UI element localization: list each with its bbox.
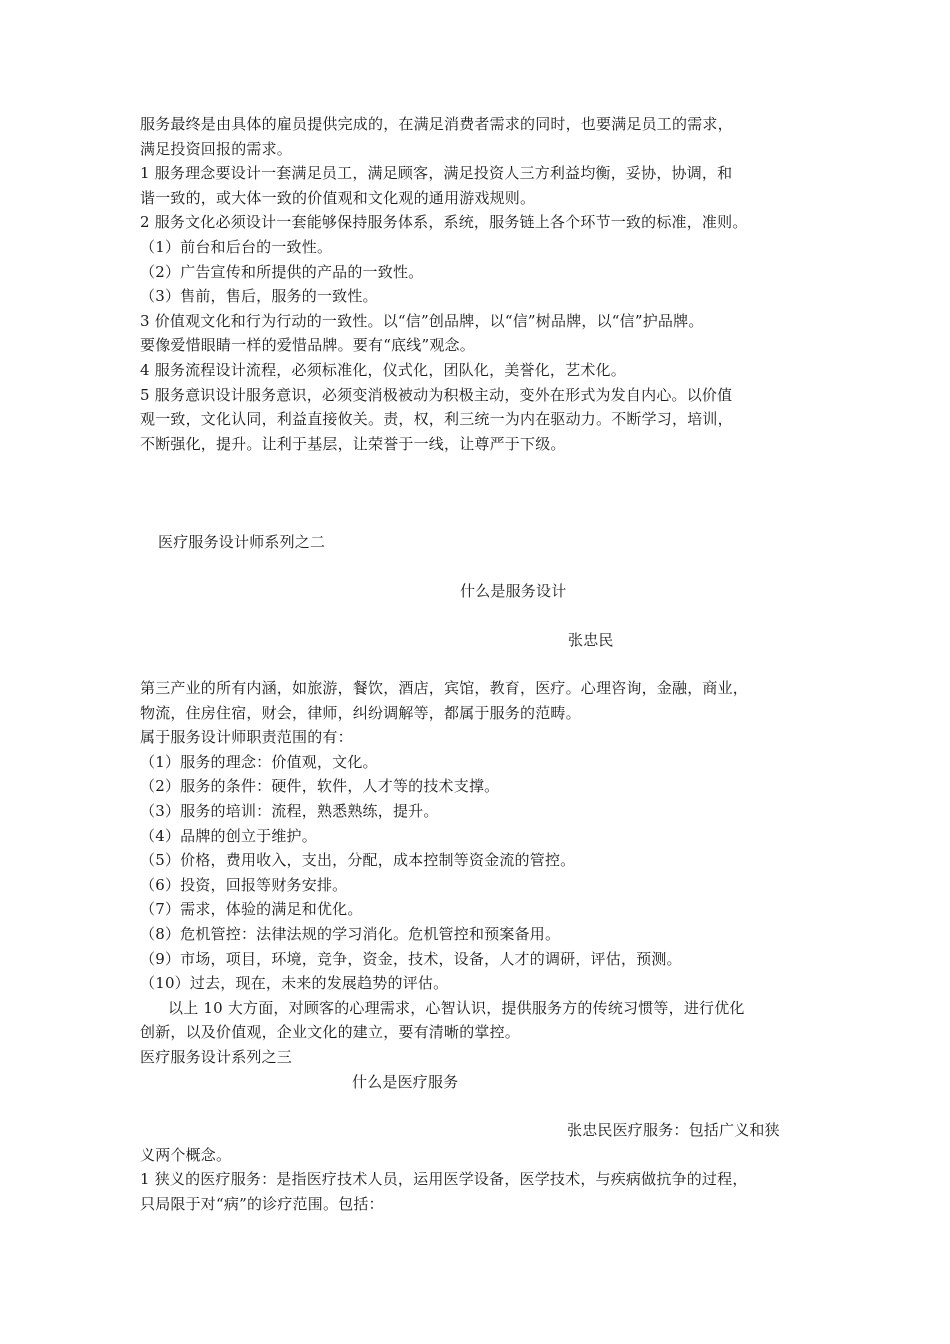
paragraph-line: 谐一致的，或大体一致的价值观和文化观的通用游戏规则。 — [140, 188, 536, 207]
paragraph-line: 不断强化，提升。让利于基层，让荣誉于一线，让尊严于下级。 — [140, 434, 566, 453]
list-item: （10）过去，现在，未来的发展趋势的评估。 — [140, 974, 449, 993]
list-item: （2）服务的条件：硬件，软件，人才等的技术支撑。 — [140, 777, 500, 796]
list-item: （9）市场，项目，环境，竞争，资金，技术，设备，人才的调研，评估，预测。 — [140, 949, 682, 968]
spacer — [140, 456, 830, 530]
spacer — [140, 652, 830, 676]
paragraph-line: 第三产业的所有内涵，如旅游，餐饮，酒店，宾馆，教育，医疗。心理咨询，金融，商业， — [140, 679, 749, 698]
paragraph-line: 满足投资回报的需求。 — [140, 139, 293, 158]
list-item: （6）投资，回报等财务安排。 — [140, 875, 348, 894]
document-body — [140, 112, 830, 1217]
spacer — [140, 555, 830, 579]
list-item: （3）售前，售后，服务的一致性。 — [140, 287, 378, 306]
paragraph-line: 1 服务理念要设计一套满足员工，满足顾客，满足投资人三方利益均衡，妥协，协调，和 — [140, 164, 733, 183]
series-heading: 医疗服务设计系列之三 — [140, 1048, 293, 1066]
paragraph-line: 5 服务意识设计服务意识，必须变消极被动为积极主动，变外在形式为发自内心。以价值 — [140, 385, 733, 404]
paragraph-line: 3 价值观文化和行为行动的一致性。以“信”创品牌，以“信”树品牌，以“信”护品牌。 — [140, 311, 704, 330]
paragraph-line: 服务最终是由具体的雇员提供完成的，在满足消费者需求的同时，也要满足员工的需求， — [140, 115, 733, 133]
paragraph-line: 要像爱惜眼睛一样的爱惜品牌。要有“底线”观念。 — [140, 336, 475, 355]
list-item: （8）危机管控：法律法规的学习消化。危机管控和预案备用。 — [140, 925, 561, 944]
series-heading: 医疗服务设计师系列之二 — [158, 533, 326, 552]
paragraph-line: 属于服务设计师职责范围的有： — [140, 728, 353, 747]
paragraph-line: 4 服务流程设计流程，必须标准化，仪式化，团队化，美誉化，艺术化。 — [140, 360, 626, 379]
paragraph-line: 2 服务文化必须设计一套能够保持服务体系，系统，服务链上各个环节一致的标准，准则。 — [140, 213, 748, 232]
paragraph-line: 义两个概念。 — [140, 1145, 232, 1164]
author-name: 张忠民 — [568, 630, 614, 649]
summary-line: 创新，以及价值观，企业文化的建立，要有清晰的掌控。 — [140, 1023, 521, 1042]
summary-line: 以上 10 大方面，对顾客的心理需求，心智认识，提供服务方的传统习惯等，进行优化 — [168, 998, 745, 1017]
paragraph-line: 只局限于对“病”的诊疗范围。包括： — [140, 1194, 384, 1213]
paragraph-line: 1 狭义的医疗服务：是指医疗技术人员，运用医学设备，医学技术，与疾病做抗争的过程， — [140, 1170, 748, 1189]
spacer — [140, 1094, 830, 1118]
list-item: （4）品牌的创立于维护。 — [140, 826, 317, 845]
author-line: 张忠民医疗服务：包括广义和狭 — [567, 1121, 780, 1140]
list-item: （5）价格，费用收入，支出，分配，成本控制等资金流的管控。 — [140, 851, 576, 870]
spacer — [140, 604, 830, 628]
paragraph-line: 观一致，文化认同，利益直接攸关。责，权，利三统一为内在驱动力。不断学习，培训， — [140, 410, 733, 429]
list-item: （3）服务的培训：流程，熟悉熟练，提升。 — [140, 802, 439, 821]
article-title: 什么是服务设计 — [460, 581, 567, 600]
list-item: （1）服务的理念：价值观，文化。 — [140, 752, 378, 771]
list-item: （2）广告宣传和所提供的产品的一致性。 — [140, 262, 424, 281]
article-title: 什么是医疗服务 — [352, 1072, 459, 1091]
paragraph-line: 物流，住房住宿，财会，律师，纠纷调解等，都属于服务的范畴。 — [140, 703, 581, 722]
list-item: （1）前台和后台的一致性。 — [140, 237, 333, 256]
list-item: （7）需求，体验的满足和优化。 — [140, 900, 363, 919]
